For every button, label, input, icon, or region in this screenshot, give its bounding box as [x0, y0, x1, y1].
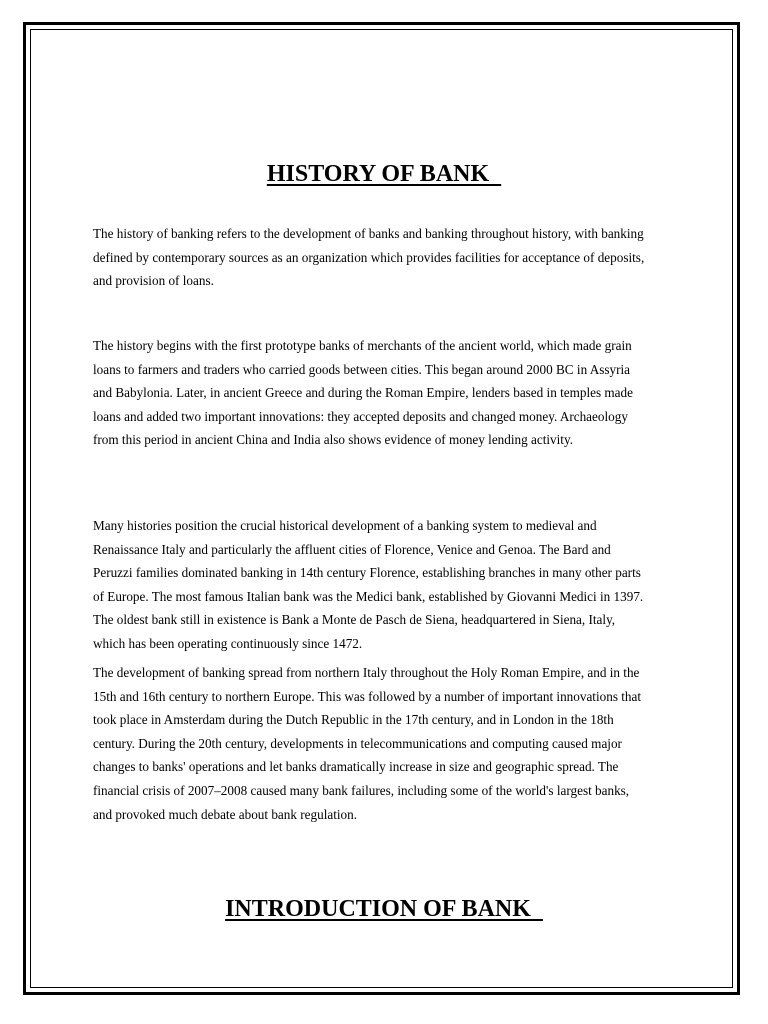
heading-intro-text: INTRODUCTION OF BANK	[225, 896, 543, 922]
heading-history-of-bank	[0, 160, 768, 188]
paragraph-modern-development: The development of banking spread from northern Italy throughout the Holy Roman Empire, and in the 15th and 16th century to northern Europe. This was followed by a number of important innovations that took place in Amsterdam during the Dutch Republic in the 17th century, and in London in the 18th century. During the 20th century, developments in telecommunications and computing caused major changes to banks' operations and let banks dramatically increase in size and geographic spread. The financial crisis of 2007–2008 caused many bank failures, including some of the world's largest banks, and provoked much debate about bank regulation.	[93, 665, 642, 822]
paragraph-definition: The history of banking refers to the development of banks and banking throughout history, with banking defined by contemporary sources as an organization which provides facilities for acceptance of deposits, and provision of loans.	[93, 226, 645, 289]
heading-history-text: HISTORY OF BANK	[266, 161, 502, 187]
heading-introduction-of-bank	[0, 895, 768, 923]
paragraph-renaissance-italy: Many histories position the crucial historical development of a banking system to medieval and Renaissance Italy and particularly the affluent cities of Florence, Venice and Genoa. The Bard and Peruzzi families dominated banking in 14th century Florence, establishing branches in many other parts of Europe. The most famous Italian bank was the Medici bank, established by Giovanni Medici in 1397. The oldest bank still in existence is Bank a Monte de Pasch de Siena, headquartered in Siena, Italy, which has been operating continuously since 1472.	[93, 518, 644, 651]
paragraph-ancient-origins: The history begins with the first prototype banks of merchants of the ancient world, which made grain loans to farmers and traders who carried goods between cities. This began around 2000 BC in Assyria and Babylonia. Later, in ancient Greece and during the Roman Empire, lenders based in temples made loans and added two important innovations: they accepted deposits and changed money. Archaeology from this period in ancient China and India also shows evidence of money lending activity.	[93, 338, 633, 448]
